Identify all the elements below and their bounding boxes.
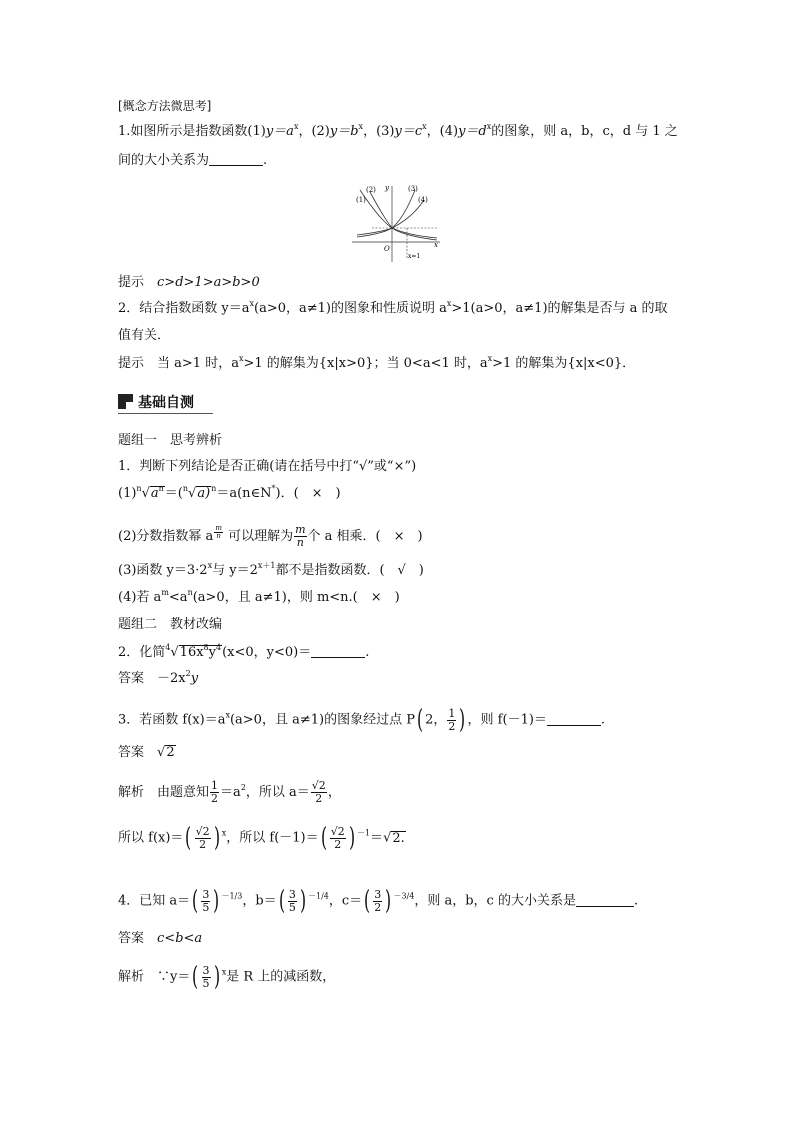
question-4: 4．已知 a＝( $\frac{3}{5}$ ) $^{-1/3}$，b＝( $\frac{3}{5}$ ) $^{-1/4}$，c＝( $\frac{3}{2}$ ) $^{-3/4}$，则 a，b，c 的大小关系是 . xyxy=(118,886,639,916)
judge-item-4: (4)若 $a^m<a^n(a>0$，且 a≠1)，则 m<n.( × ) xyxy=(118,588,400,605)
section-square-icon xyxy=(118,394,133,409)
section-heading xyxy=(118,390,213,414)
answer-blank xyxy=(576,894,634,907)
solution-4: 解析 ∵y＝( $\frac{3}{5}$ ) $^x$是 R 上的减函数， xyxy=(118,962,336,992)
judge-item-3: (3)函数 $y=3\cdot 2^x$与 $y=2^{x+1}$都不是指数函数．( √ ) xyxy=(118,561,424,578)
group-1-title: 题组一 思考辨析 xyxy=(118,433,223,448)
question-1-line1: 1.如图所示是指数函数$(1)y=a^x$，$(2)y=b^x$，$(3)y=c^x$，$(4)y=d^x$的图象，则 a，b，c，d 与 1 之 xyxy=(118,122,678,139)
hint-1: 提示 c>d>1>a>b>0 xyxy=(118,275,260,290)
exponential-graph xyxy=(352,184,442,264)
question-2b: 2．化简$^4√16x^8y^4(x<0$，y<0)＝ . xyxy=(118,643,370,660)
section-title: 基础自测 xyxy=(138,395,194,411)
answer-2: 答案 $-2x^2y$ xyxy=(118,669,199,686)
graph-label-origin: O xyxy=(384,245,390,253)
question-3: 3．若函数 $f(x)=a^x(a>0$，且 a≠1)的图象经过点 P( 2， $\frac{1}{2}$ ) ，则 f(－1)＝ . xyxy=(118,705,606,735)
graph-label-4: (4) xyxy=(418,196,428,204)
graph-label-1: (1) xyxy=(356,196,366,204)
judge-intro: 1．判断下列结论是否正确(请在括号中打“√”或“×”) xyxy=(118,459,417,474)
solution-3-line2: 所以 f(x)＝( $\frac{√2}{2}$ ) $^x$，所以 f(－1)＝( $\frac{√2}{2}$ ) $^{-1}$＝√2. xyxy=(118,823,405,853)
answer-4: 答案 c<b<a xyxy=(118,931,203,946)
question-2-line2: 值有关． xyxy=(118,328,171,343)
answer-3: 答案 √2 xyxy=(118,745,175,760)
concept-header: [概念方法微思考] xyxy=(118,99,212,113)
graph-label-x1: x=1 xyxy=(408,253,421,260)
answer-blank xyxy=(547,713,601,726)
graph-label-x: x xyxy=(434,241,438,249)
section-divider xyxy=(118,413,213,414)
graph-label-y: y xyxy=(385,184,389,192)
answer-blank xyxy=(311,645,365,658)
question-2-line1: 2．结合指数函数 $y=a^x(a>0$，a≠1)的图象和性质说明 $a^x>1(a>0$，a≠1)的解集是否与 a 的取 xyxy=(118,299,668,316)
group-2-title: 题组二 教材改编 xyxy=(118,617,223,632)
hint-2: 提示 当 a>1 时，$a^x>1$ 的解集为{x|x>0}；当 0<a<1 时，$a^x>1$ 的解集为{x|x<0}． xyxy=(118,354,636,371)
answer-blank xyxy=(209,153,263,166)
judge-item-1: $(1)^n√a^n=(^n√a)^n=a(n\in N^*)$．( × ) xyxy=(118,484,341,501)
graph-label-2: (2) xyxy=(366,186,376,194)
judge-item-2: (2)分数指数幂 a $^{\frac{m}{n}}$ 可以理解为 $\frac{m}{n}$ 个 a 相乘．( × ) xyxy=(118,523,423,549)
question-1-line2: 间的大小关系为 . xyxy=(118,153,268,168)
solution-3-line1: 解析 由题意知 $\frac{1}{2}$ $=a^2$，所以 a＝ $\frac{√2}{2}$ ， xyxy=(118,779,341,805)
graph-label-3: (3) xyxy=(408,185,418,193)
